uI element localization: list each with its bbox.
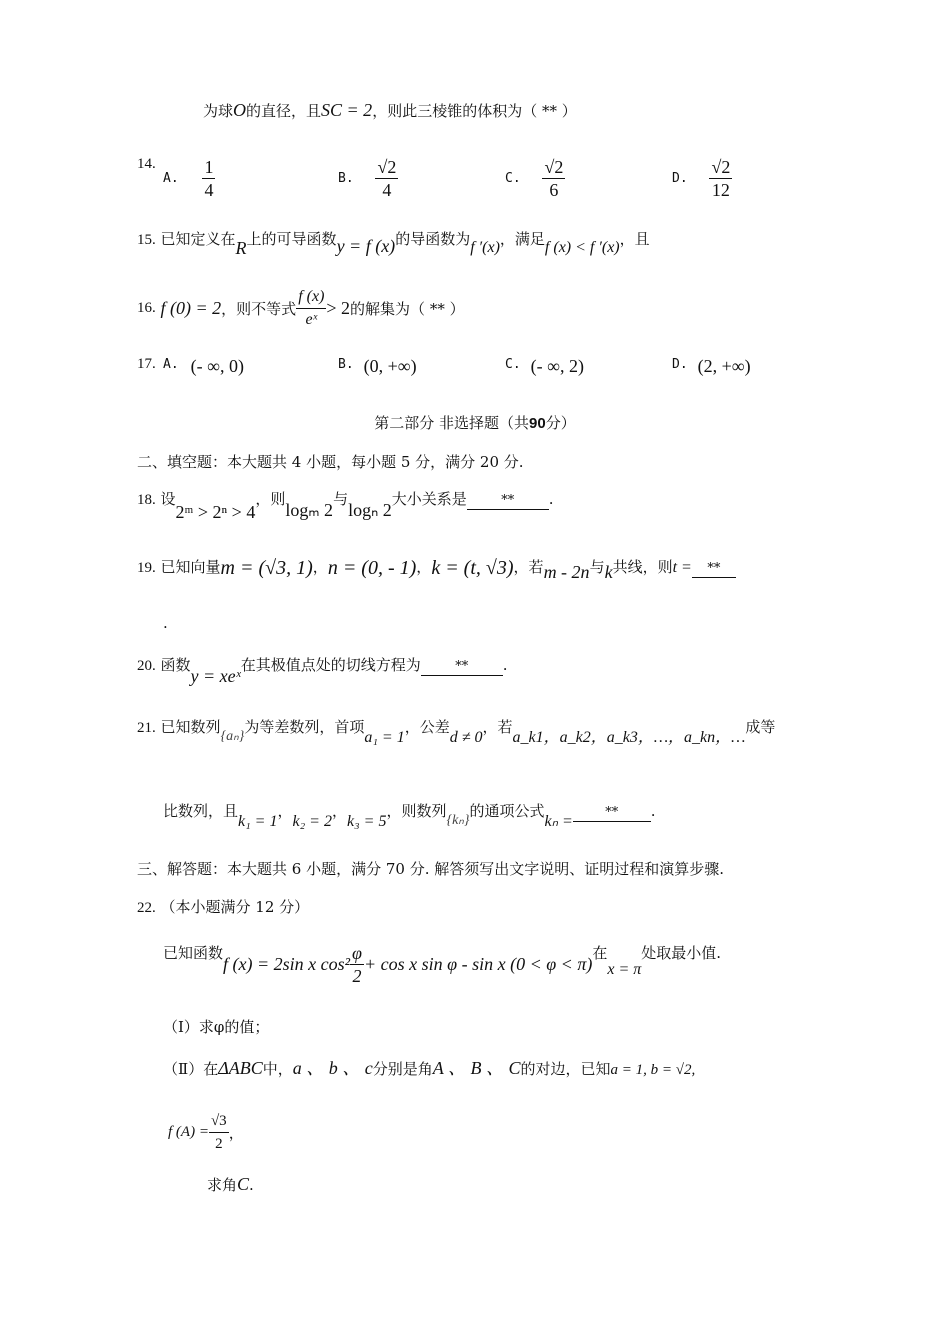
q15-text-2: 上的可导函数 (246, 230, 337, 248)
q21-text-6: 比数列，且 (163, 802, 239, 820)
period: . (548, 490, 554, 508)
fraction: $\frac{√2}{4}$ (377, 157, 397, 200)
q19-vec-m: m = (√3, 1) (220, 557, 313, 579)
q22-text-2: 在 (592, 944, 608, 962)
option-value: (- ∞, 0) (190, 356, 244, 376)
option-label: D. (672, 357, 688, 372)
q15-cond: f (x) < f ′(x) (544, 239, 620, 256)
q21-k1: k₁ = 1 (238, 813, 278, 830)
q16-fraction: $\frac{f (x)}{\text{eˣ}}$ (298, 288, 325, 328)
q21-line-1 (137, 716, 775, 747)
part2-score: 90 (529, 415, 546, 432)
q21-text-1: 已知数列 (160, 718, 221, 736)
q22-text-4: （Ⅱ）在 (163, 1060, 219, 1078)
q20-line (137, 654, 508, 687)
option-label: A. (163, 171, 179, 186)
q22-text-6: 分别是角 (372, 1060, 433, 1078)
q22-fa-fraction: $\frac{√3}{2}$ (209, 1110, 229, 1155)
q16-ineq: > 2 (326, 298, 351, 318)
q18-answer-blank: ** (467, 493, 549, 510)
q19-text-4: 共线，则 (612, 558, 673, 576)
q19-text-1: 已知向量 (160, 558, 221, 576)
q17-option-c (505, 356, 584, 377)
q16-f0: f (0) = 2 (160, 298, 222, 318)
period: . (650, 802, 656, 820)
option-value: (- ∞, 2) (530, 356, 584, 376)
q22-part1: （Ⅰ）求φ的值； (163, 1018, 270, 1036)
q15-text-1: 已知定义在 (160, 230, 236, 248)
q22-text-8: 求角 (207, 1176, 238, 1194)
q14-number: 14. (137, 156, 156, 172)
q19-number: 19. (137, 560, 156, 576)
q13-text-3: ，则此三棱锥的体积为（ ** ） (372, 102, 577, 120)
q15-func: y = f (x) (336, 236, 396, 256)
q22-fa-line (168, 1110, 244, 1155)
q19-text-2: ，若 (513, 558, 544, 576)
q19-expr: m - 2n (543, 562, 590, 582)
q21-k3: k₃ = 5 (346, 813, 387, 830)
section3-heading: 三、解答题：本大题共 6 小题，满分 70 分. 解答须写出文字说明、证明过程和演算步骤. (137, 860, 725, 878)
q20-text-2: 在其极值点处的切线方程为 (240, 656, 421, 674)
option-label: B. (338, 171, 354, 186)
q22-ask (207, 1174, 254, 1195)
q15-text-3: 的导函数为 (395, 230, 471, 248)
q22-number: 22. (137, 900, 156, 916)
q21-k2: k₂ = 2 (292, 813, 332, 830)
q19-vec-n: n = (0, - 1) (327, 557, 417, 579)
q16-number: 16. (137, 300, 156, 316)
q18-line (137, 488, 554, 523)
q22-text-3: 处取最小值. (641, 944, 722, 962)
part2-heading (0, 412, 950, 433)
q17-number: 17. (137, 356, 156, 372)
q14-option-d (672, 156, 732, 201)
q19-vec-k: k = (t, √3) (431, 557, 514, 579)
q22-fa: f (A) = (168, 1124, 209, 1140)
q18-ineq: 2ᵐ > 2ⁿ > 4 (175, 502, 256, 522)
q21-text-7: ，则数列 (386, 802, 447, 820)
q22-text-5: 中， (262, 1060, 293, 1078)
period: . (502, 656, 508, 674)
q21-text-5: 成等 (745, 718, 776, 736)
option-value: (2, +∞) (697, 356, 751, 376)
q14-option-c (505, 156, 565, 201)
section2-heading: 二、填空题：本大题共 4 小题，每小题 5 分，满分 20 分. (137, 453, 524, 471)
q20-func: y = xeˣ (190, 666, 241, 686)
q18-number: 18. (137, 492, 156, 508)
q16-text-1: ，则不等式 (221, 300, 297, 318)
q13-O: O (233, 100, 247, 120)
q22-text-7: 的对边，已知 (520, 1060, 611, 1078)
q17-option-d (672, 356, 751, 377)
q21-kn: kₙ = (544, 813, 573, 830)
q22-C: C (237, 1174, 250, 1194)
q18-text-3: 与 (333, 490, 349, 508)
q20-number: 20. (137, 658, 156, 674)
option-label: D. (672, 171, 688, 186)
q15-deriv: f ′(x) (470, 239, 500, 256)
q22-sides: a 、 b 、 c (292, 1058, 373, 1078)
q18-text-4: 大小关系是 (391, 490, 467, 508)
fraction: $\frac{1}{4}$ (204, 157, 214, 200)
q21-line-2: 比数列，且k₁ = 1，k₂ = 2，k₃ = 5，则数列{kₙ}的通项公式kₙ =** . (163, 802, 656, 830)
q16-text-2: 的解集为（ ** ） (350, 300, 465, 318)
q21-number: 21. (137, 720, 156, 736)
q17-option-a (163, 356, 244, 377)
fraction: $\frac{√2}{12}$ (711, 157, 731, 200)
period: . (249, 1176, 254, 1194)
q21-answer-blank: ** (573, 805, 651, 822)
q15-text-5: ，且 (619, 230, 650, 248)
option-label: A. (163, 357, 179, 372)
q20-text-1: 函数 (160, 656, 191, 674)
part2-text-a: 第二部分 非选择题（共 (374, 414, 530, 432)
q22-angles: A 、 B 、 C (432, 1058, 521, 1078)
q19-period: . (163, 614, 168, 632)
q13-tail-line (203, 100, 577, 121)
q22-x: x = π (607, 961, 642, 978)
q19-line: 19. 已知向量m = (√3, 1)，n = (0, - 1)，k = (t, √3)，若m - 2n与k共线，则t = ** (137, 556, 736, 583)
q20-answer-blank: ** (421, 659, 503, 676)
q18-text-1: 设 (160, 490, 176, 508)
q22-given: a = 1, b = √2, (610, 1062, 696, 1078)
q19-t: t = (672, 559, 692, 576)
q18-log1: logₘ 2 (285, 500, 334, 520)
q19-answer-blank: ** (692, 561, 736, 578)
q21-a1: a₁ = 1 (364, 729, 405, 746)
option-label: B. (338, 357, 354, 372)
comma: ， (228, 1124, 244, 1142)
option-label: C. (505, 171, 521, 186)
q21-terms: a_k1，a_k2，a_k3，…，a_kn，… (512, 729, 746, 746)
q13-text-2: 的直径，且 (246, 102, 322, 120)
q22-header (137, 896, 309, 917)
option-label: C. (505, 357, 521, 372)
q17-option-b (338, 356, 417, 377)
q22-statement (163, 942, 721, 987)
q19-k: k (604, 562, 613, 582)
q19-text-3: 与 (589, 558, 605, 576)
q13-text-1: 为球 (203, 102, 234, 120)
q22-func: f (x) = 2sin x cos² (223, 954, 351, 974)
q22-func-2: + cos x sin φ - sin x (0 < φ < π) (364, 954, 593, 974)
q21-text-4: ，若 (482, 718, 513, 736)
q14-option-a (163, 156, 215, 201)
q18-text-2: ，则 (255, 490, 286, 508)
q22-half-phi: $\frac{\varphi}{2}$ (352, 943, 362, 986)
q22-part2 (163, 1054, 695, 1080)
q22-score: （本小题满分 12 分） (160, 898, 310, 916)
q14-option-b (338, 156, 398, 201)
q15-text-4: ，满足 (499, 230, 545, 248)
q15-line (137, 228, 650, 259)
q21-d: d ≠ 0 (449, 729, 483, 746)
q21-text-8: 的通项公式 (469, 802, 545, 820)
q18-log2: logₙ 2 (348, 500, 392, 520)
q21-seq: {aₙ} (220, 729, 245, 744)
q22-triangle: ΔABC (218, 1058, 263, 1078)
fraction: $\frac{√2}{6}$ (544, 157, 564, 200)
q16-line (137, 286, 465, 331)
q21-text-2: 为等差数列，首项 (244, 718, 365, 736)
q13-expr: SC = 2 (321, 100, 373, 120)
q21-kseq: {kₙ} (446, 813, 470, 828)
q15-R: R (235, 238, 247, 258)
option-value: (0, +∞) (363, 356, 417, 376)
part2-text-c: 分） (545, 414, 576, 432)
q15-number: 15. (137, 232, 156, 248)
q21-text-3: ，公差 (404, 718, 450, 736)
q22-text-1: 已知函数 (163, 944, 224, 962)
